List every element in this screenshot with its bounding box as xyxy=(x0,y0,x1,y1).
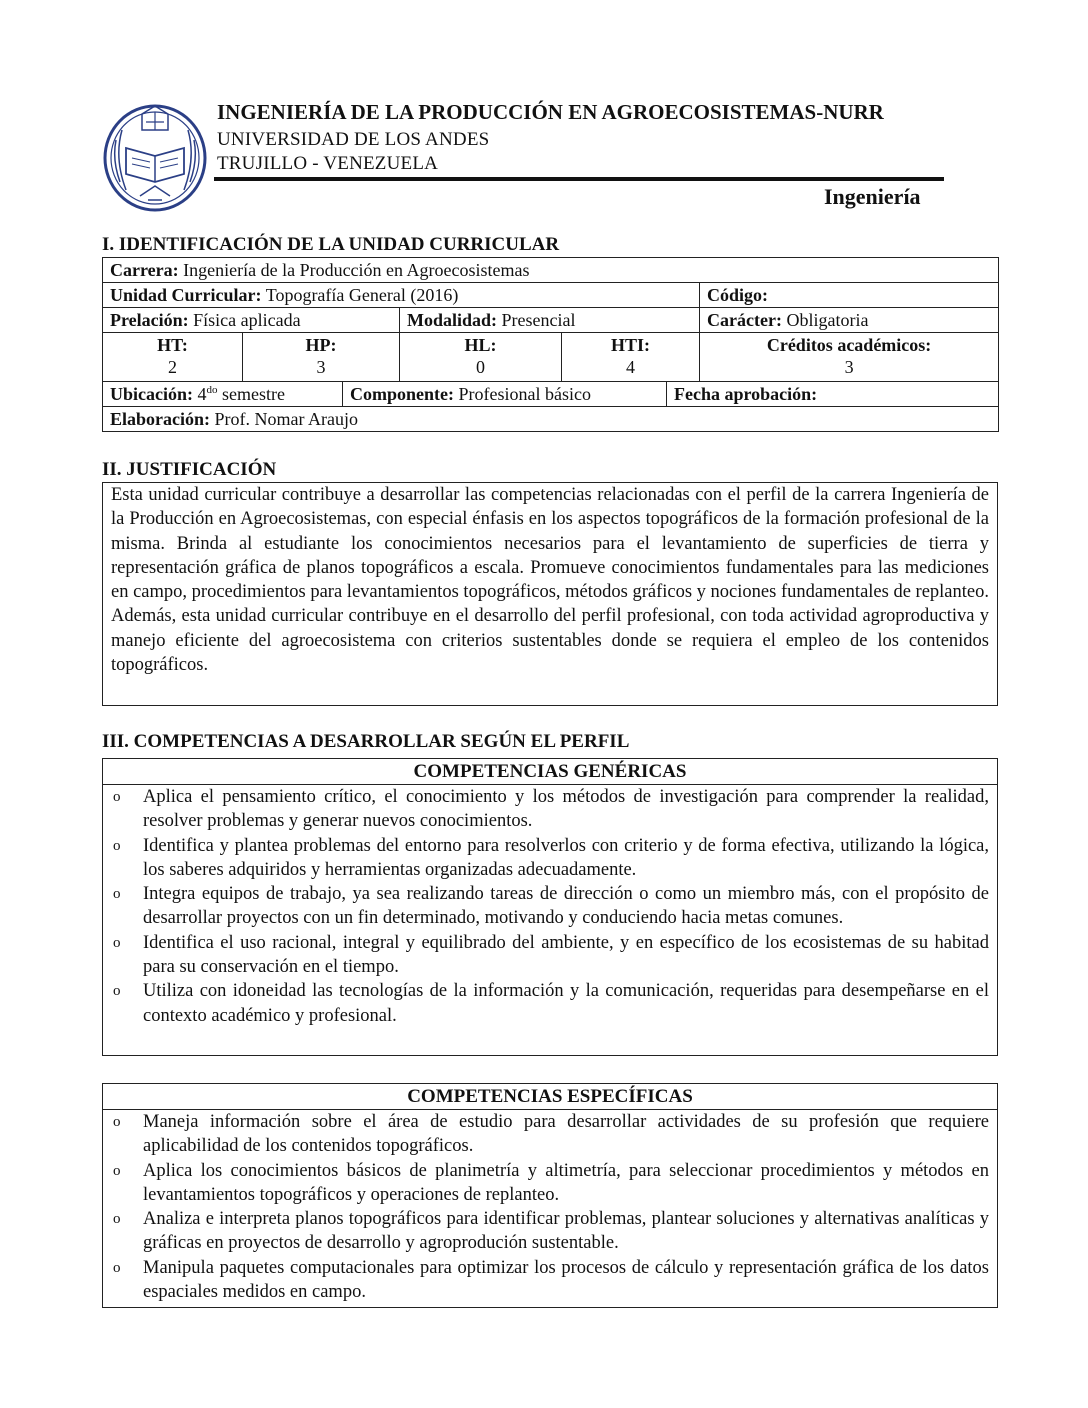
ht-label: HT: xyxy=(157,335,188,355)
elaboracion-row xyxy=(103,407,999,432)
competencias-genericas-heading: COMPETENCIAS GENÉRICAS xyxy=(103,759,997,785)
bullet-icon: o xyxy=(113,934,121,951)
elaboracion-value: Prof. Nomar Araujo xyxy=(214,409,358,429)
hti-label: HTI: xyxy=(610,335,650,355)
list-item xyxy=(103,1256,997,1305)
creditos-label: Créditos académicos: xyxy=(766,335,932,355)
university-name: UNIVERSIDAD DE LOS ANDES xyxy=(217,129,490,150)
hp-value: 3 xyxy=(316,357,326,377)
modalidad-value: Presencial xyxy=(501,310,576,330)
section-competencias-title: III. COMPETENCIAS A DESARROLLAR SEGÚN EL PERFIL xyxy=(102,731,630,752)
unidad-row xyxy=(103,283,999,308)
faculty-name: Ingeniería xyxy=(824,184,921,209)
carrera-value: Ingeniería de la Producción en Agroecosistemas xyxy=(183,260,530,280)
carrera-row xyxy=(103,258,999,283)
identification-table xyxy=(102,257,999,432)
bullet-icon: o xyxy=(113,837,121,854)
componente-label: Componente: xyxy=(350,384,454,404)
list-item-text: Aplica los conocimientos básicos de planimetría y altimetría, para seleccionar procedimientos y métodos en levantamientos topográficos y operaciones de replanteo. xyxy=(143,1160,989,1205)
justificacion-box xyxy=(102,482,998,706)
ubicacion-label: Ubicación: xyxy=(110,384,193,404)
hp-label: HP: xyxy=(305,335,337,355)
list-item-text: Aplica el pensamiento crítico, el conocimiento y los métodos de investigación para comprender la realidad, resolver problemas y generar nuevos conocimientos. xyxy=(143,787,989,832)
ht-value: 2 xyxy=(168,357,177,377)
list-item xyxy=(103,1159,997,1208)
list-item xyxy=(103,1207,997,1256)
list-item-text: Utiliza con idoneidad las tecnologías de la información y la comunicación, requeridas para desempeñarse en el contexto académico y profesional. xyxy=(143,981,989,1026)
competencias-genericas-list xyxy=(103,785,997,1028)
header-rule xyxy=(214,177,944,181)
modalidad-label: Modalidad: xyxy=(407,310,498,330)
elaboracion-label: Elaboración: xyxy=(110,409,211,429)
ubicacion-superscript: do xyxy=(206,384,218,396)
carrera-label: Carrera: xyxy=(110,260,179,280)
bullet-icon: o xyxy=(113,886,121,903)
unidad-value: Topografía General (2016) xyxy=(265,285,459,305)
ubicacion-rest: semestre xyxy=(217,384,285,404)
bullet-icon: o xyxy=(113,1211,121,1228)
list-item-text: Manipula paquetes computacionales para optimizar los procesos de cálculo y representación gráfica de los datos espaciales medidos en campo. xyxy=(143,1257,989,1303)
competencias-especificas-box xyxy=(102,1083,998,1308)
competencias-especificas-list xyxy=(103,1110,997,1304)
codigo-label: Código: xyxy=(707,285,769,305)
list-item-text: Identifica el uso racional, integral y equilibrado del ambiente, y en específico de los ecosistemas de su habitad para su conservación en el tiempo. xyxy=(143,932,989,978)
prelacion-label: Prelación: xyxy=(110,310,189,330)
institution-title: INGENIERÍA DE LA PRODUCCIÓN EN AGROECOSISTEMAS-NURR xyxy=(217,100,884,124)
prelacion-row xyxy=(103,308,999,333)
section-justificacion-title: II. JUSTIFICACIÓN xyxy=(102,459,277,480)
fecha-aprobacion-label: Fecha aprobación: xyxy=(674,384,818,404)
university-seal-icon xyxy=(102,100,208,212)
unidad-label: Unidad Curricular: xyxy=(110,285,262,305)
university-location: TRUJILLO - VENEZUELA xyxy=(217,153,439,174)
competencias-genericas-box xyxy=(102,758,998,1056)
list-item xyxy=(103,931,997,980)
componente-value: Profesional básico xyxy=(458,384,591,404)
list-item-text: Integra equipos de trabajo, ya sea realizando tareas de dirección o como un miembro más, con el propósito de desarrollar proyectos con un fin determinado, motivando y conduciendo hacia metas comunes. xyxy=(143,884,989,929)
list-item-text: Identifica y plantea problemas del entorno para resolverlos con criterio y de forma efectiva, utilizando la lógica, los saberes adquiridos y herramientas organizadas adecuadamente. xyxy=(143,835,989,880)
list-item xyxy=(103,834,997,883)
caracter-label: Carácter: xyxy=(707,310,782,330)
list-item xyxy=(103,1110,997,1159)
bullet-icon: o xyxy=(113,1114,121,1130)
hours-row xyxy=(103,333,999,382)
caracter-value: Obligatoria xyxy=(786,310,869,330)
bullet-icon: o xyxy=(113,789,121,805)
prelacion-value: Física aplicada xyxy=(193,310,301,330)
hti-value: 4 xyxy=(626,357,635,377)
list-item xyxy=(103,785,997,834)
section-identification-title: I. IDENTIFICACIÓN DE LA UNIDAD CURRICULAR xyxy=(102,234,560,255)
bullet-icon: o xyxy=(113,1259,121,1276)
hl-value: 0 xyxy=(476,357,485,377)
bullet-icon: o xyxy=(113,983,121,1000)
ubicacion-number: 4 xyxy=(197,384,207,404)
hl-label: HL: xyxy=(464,335,497,355)
list-item-text: Analiza e interpreta planos topográficos para identificar problemas, plantear soluciones y alternativas analíticas y gráficas en proyectos de desarrollo y agroprodución sustentable. xyxy=(143,1209,989,1254)
bullet-icon: o xyxy=(113,1162,121,1179)
ubicacion-row xyxy=(103,382,999,407)
list-item xyxy=(103,979,997,1028)
list-item-text: Maneja información sobre el área de estudio para desarrollar actividades de su profesión que requiere aplicabilidad de los contenidos topográficos. xyxy=(143,1112,989,1157)
competencias-especificas-heading: COMPETENCIAS ESPECÍFICAS xyxy=(103,1084,997,1110)
justificacion-text: Esta unidad curricular contribuye a desarrollar las competencias relacionadas con el perfil de la carrera Ingeniería de la Producción en Agroecosistemas, con especial énfasis en los aspectos topográficos de la formación profesional de la misma. Brinda al estudiante los conocimientos necesarios para el levantamiento de superficies de tierra y representación gráfica de planos topográficos a escala. Promueve conocimientos fundamentales para las mediciones en campo, procedimientos para levantamientos topográficos, métodos gráficos y nociones fundamentales de replanteo. Además, esta unidad curricular contribuye en el desarrollo del perfil profesional, con toda actividad agroproductiva y manejo eficiente del agroecosistema con criterios sustentables donde se requiera el empleo de los contenidos topográficos. xyxy=(111,485,989,676)
creditos-value: 3 xyxy=(844,357,854,377)
list-item xyxy=(103,882,997,931)
